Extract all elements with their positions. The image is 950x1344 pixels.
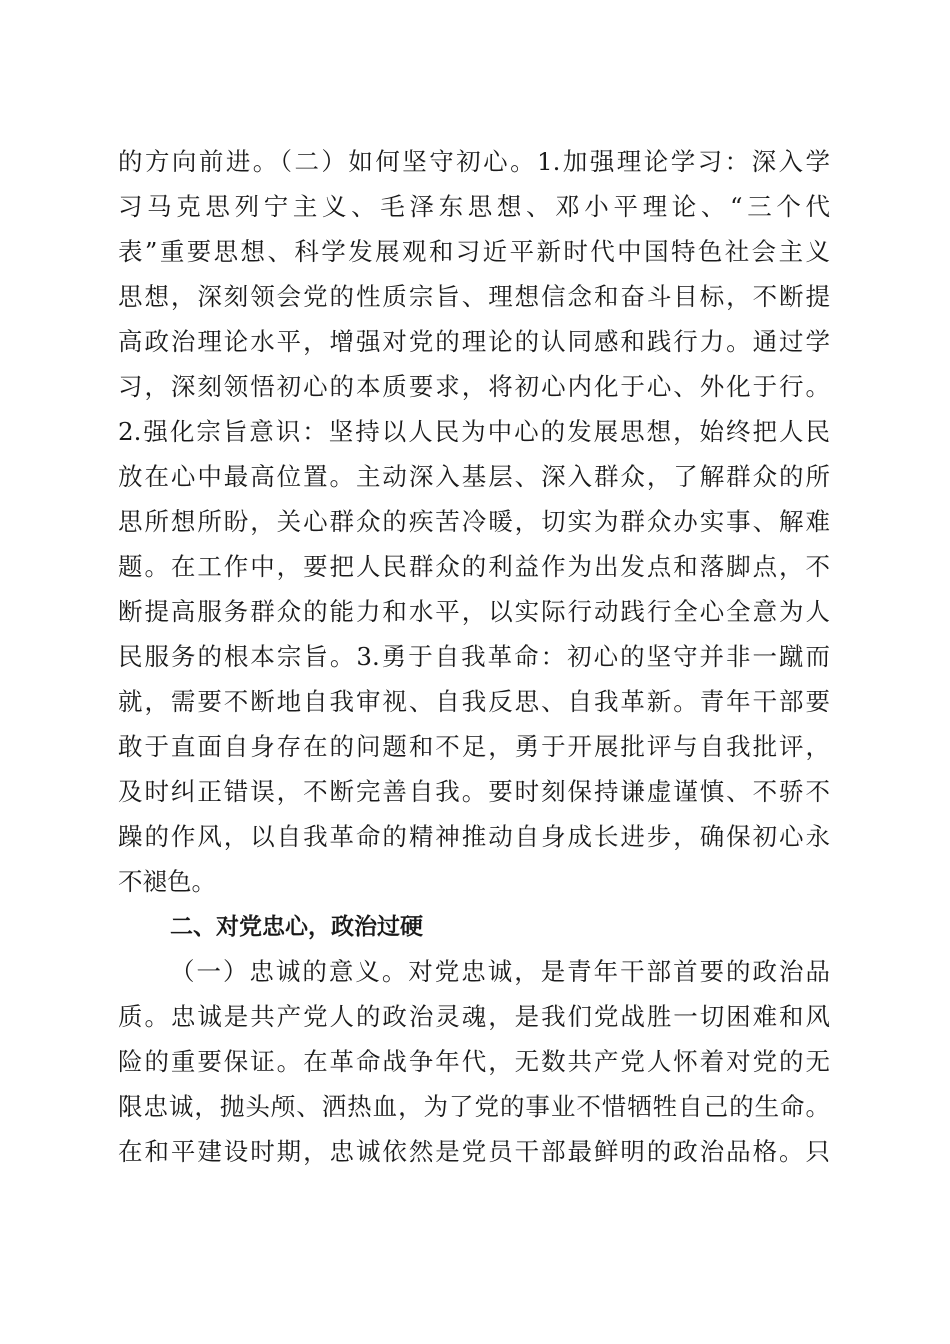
body-text-line: 题。在工作中，要把人民群众的利益作为出发点和落脚点，不 (118, 552, 830, 581)
body-text-line: 断提高服务群众的能力和水平，以实际行动践行全心全意为人 (118, 597, 830, 626)
body-text-line: 不褪色。 (118, 867, 216, 896)
body-text-line: 限忠诚，抛头颅、洒热血，为了党的事业不惜牺牲自己的生命。 (118, 1092, 830, 1121)
body-text-line: 险的重要保证。在革命战争年代，无数共产党人怀着对党的无 (118, 1047, 830, 1076)
body-text-line: 高政治理论水平，增强对党的理论的认同感和践行力。通过学 (118, 327, 830, 356)
body-text-line: 敢于直面自身存在的问题和不足，勇于开展批评与自我批评， (118, 732, 830, 761)
body-text-line: 就，需要不断地自我审视、自我反思、自我革新。青年干部要 (118, 687, 830, 716)
body-text-line: 2.强化宗旨意识：坚持以人民为中心的发展思想，始终把人民 (118, 417, 830, 446)
body-text-line: 放在心中最高位置。主动深入基层、深入群众，了解群众的所 (118, 462, 830, 491)
body-text-line: 思想，深刻领会党的性质宗旨、理想信念和奋斗目标，不断提 (118, 282, 830, 311)
body-text-line: （一）忠诚的意义。对党忠诚，是青年干部首要的政治品 (170, 957, 830, 986)
body-text-line: 表”重要思想、科学发展观和习近平新时代中国特色社会主义 (118, 237, 830, 266)
body-text-line: 及时纠正错误，不断完善自我。要时刻保持谦虚谨慎、不骄不 (118, 777, 830, 806)
body-text-line: 的方向前进。（二）如何坚守初心。1.加强理论学习：深入学 (118, 147, 830, 176)
body-text-line: 质。忠诚是共产党人的政治灵魂，是我们党战胜一切困难和风 (118, 1002, 830, 1031)
body-text-line: 思所想所盼，关心群众的疾苦冷暖，切实为群众办实事、解难 (118, 507, 830, 536)
body-text-line: 躁的作风，以自我革命的精神推动自身成长进步，确保初心永 (118, 822, 830, 851)
section-heading: 二、对党忠心，政治过硬 (170, 914, 423, 940)
body-text-line: 民服务的根本宗旨。3.勇于自我革命：初心的坚守并非一蹴而 (118, 642, 830, 671)
body-text-line: 习，深刻领悟初心的本质要求，将初心内化于心、外化于行。 (118, 372, 830, 401)
body-text-line: 在和平建设时期，忠诚依然是党员干部最鲜明的政治品格。只 (118, 1137, 830, 1166)
body-text-line: 习马克思列宁主义、毛泽东思想、邓小平理论、“三个代 (118, 192, 830, 221)
